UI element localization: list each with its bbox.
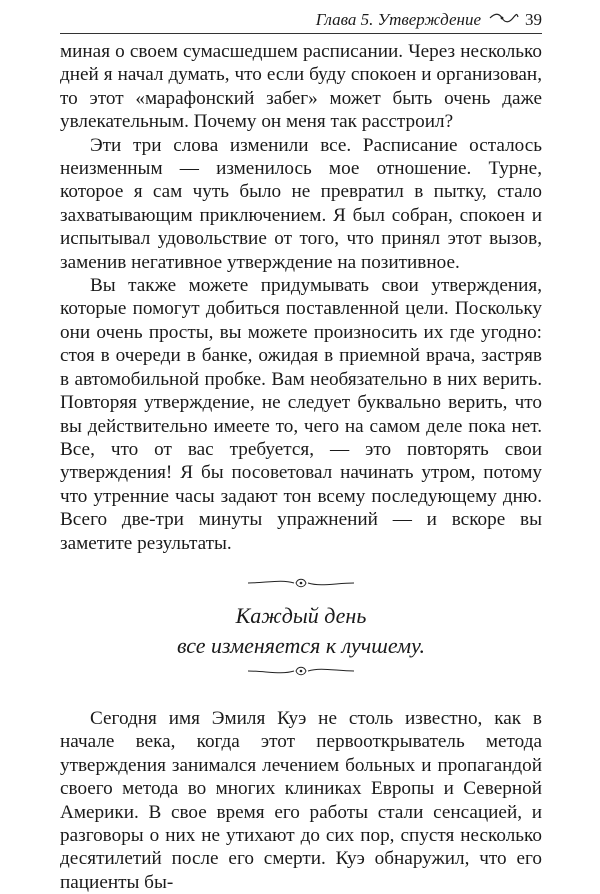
paragraph: Сегодня имя Эмиля Куэ не столь известно, как в начале века, когда этот первооткрыватель метода утверждения занимался лечением больных и пропагандой своего метода во многих клиниках Европы и Северной Америки. В свое время его работы стали сенсацией, и разговоры о них не утихают до сих пор, спустя несколько десятилетий после его смерти. Куэ обнаружил, что его пациенты бы- (60, 707, 542, 893)
paragraph: Эти три слова изменили все. Расписание осталось неизменным — изменилось мое отношение. Турне, которое я сам чуть было не превратил в пытку, стало захватывающим приключением. Я был собран, спокоен и испытывал удовольствие от того, что принял этот вызов, заменив негативное утверждение на позитивное. (60, 134, 542, 273)
ornament-divider-icon (60, 575, 542, 597)
flourish-icon (489, 12, 519, 29)
page-number: 39 (525, 10, 542, 29)
header-rule (60, 33, 542, 34)
chapter-label: Глава 5. (315, 10, 374, 29)
body-text (60, 40, 542, 894)
affirmation (60, 601, 542, 661)
running-head (60, 8, 542, 32)
paragraph: Вы также можете придумывать свои утверждения, которые помогут добиться поставленной цели. Поскольку они очень просты, вы можете произносить их где угодно: стоя в очереди в банке, ожидая в приемной врача, застряв в автомобильной пробке. Вам необязательно в них верить. Повторяя утверждение, не следует буквально верить, что вы действительно имеете то, чего на самом деле пока нет. Все, что от вас требуется, — это повторять свои утверждения! Я бы посоветовал начинать утром, потому что утренние часы задают тон всему последующему дню. Всего две-три минуты упражнений — и вскоре вы заметите результаты. (60, 275, 542, 554)
chapter-title: Утверждение (377, 10, 481, 29)
affirmation-line: все изменяется к лучшему. (177, 632, 425, 658)
affirmation-line: Каждый день (235, 602, 367, 628)
ornament-divider-icon (60, 663, 542, 685)
paragraph: миная о своем сумасшедшем расписании. Через несколько дней я начал думать, что если буду спокоен и организован, то этот «марафонский забег» может быть очень даже увлекательным. Почему он меня так расстроил? (60, 41, 542, 133)
